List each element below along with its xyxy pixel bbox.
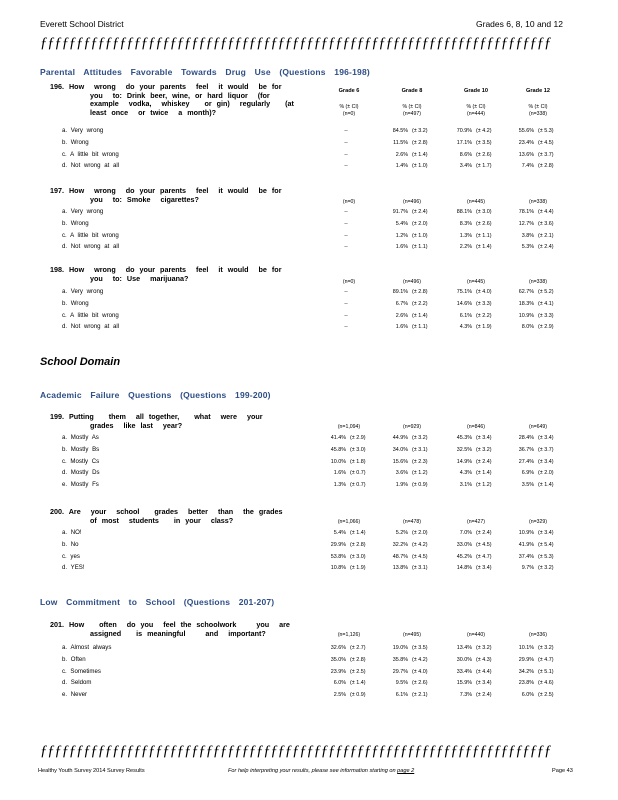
percent-value: 1.2% xyxy=(395,233,408,239)
footer-page-link[interactable]: page 2 xyxy=(397,768,415,774)
grade-header-6: Grade 6 xyxy=(338,88,360,94)
answer-option: b. Wrong xyxy=(62,220,89,227)
confidence-interval: (± 1.0) xyxy=(412,163,428,169)
percent-value: 13.8% xyxy=(392,565,408,571)
confidence-interval: (± 2.3) xyxy=(412,459,428,465)
question-text: 198. How wrong do your parents feel it would be for you to: Use marijuana? xyxy=(50,265,282,283)
percent-value: 9.7% xyxy=(521,565,534,571)
answer-option: d. Mostly Ds xyxy=(62,469,100,476)
confidence-interval: (± 2.4) xyxy=(476,459,492,465)
percent-value: 10.0% xyxy=(330,459,346,465)
footer-help-sentence: For help interpreting your results, please see information starting on xyxy=(228,768,396,774)
answer-option: c. A little bit wrong xyxy=(62,312,119,319)
grade-header-10: Grade 10 xyxy=(464,88,488,94)
confidence-interval: (± 4.6) xyxy=(538,680,554,686)
percent-value: 5.2% xyxy=(395,530,408,536)
percent-value: 3.8% xyxy=(521,233,534,239)
percent-value: 34.0% xyxy=(392,447,408,453)
percent-value: 48.7% xyxy=(392,554,408,560)
confidence-interval: (± 2.0) xyxy=(538,470,554,476)
confidence-interval: (± 1.2) xyxy=(412,470,428,476)
district-name: Everett School District xyxy=(40,19,124,29)
answer-option: e. Mostly Fs xyxy=(62,481,99,488)
percent-value: 7.0% xyxy=(459,530,472,536)
footer-page-number: Page 43 xyxy=(552,768,573,774)
confidence-interval: (± 3.2) xyxy=(476,447,492,453)
percent-value: 45.2% xyxy=(456,554,472,560)
answer-option: b. Mostly Bs xyxy=(62,446,100,453)
grade-header-8: Grade 8 xyxy=(401,88,423,94)
sample-size: (n=336) xyxy=(528,632,548,638)
percent-value: 19.0% xyxy=(392,645,408,651)
percent-value: 29.9% xyxy=(518,657,534,663)
sample-size: (n=427) xyxy=(466,519,486,525)
percent-value: 5.3% xyxy=(521,244,534,250)
percent-value: -- xyxy=(344,140,348,146)
confidence-interval: (± 5.4) xyxy=(538,542,554,548)
confidence-interval: (± 3.2) xyxy=(412,435,428,441)
percent-value: 10.9% xyxy=(518,530,534,536)
section-parental-attitudes: Parental Attitudes Favorable Towards Drug Use (Questions 196-198) xyxy=(40,67,370,77)
confidence-interval: (± 1.4) xyxy=(350,680,366,686)
answer-option: b. Often xyxy=(62,656,86,663)
percent-value: 1.4% xyxy=(395,163,408,169)
confidence-interval: (± 4.2) xyxy=(476,128,492,134)
percent-value: 8.6% xyxy=(459,152,472,158)
percent-value: 32.2% xyxy=(392,542,408,548)
grade-header-12: Grade 12 xyxy=(526,88,550,94)
percent-value: 35.0% xyxy=(330,657,346,663)
percent-value: 44.9% xyxy=(392,435,408,441)
confidence-interval: (± 1.1) xyxy=(412,244,428,250)
footer-survey-title: Healthy Youth Survey 2014 Survey Results xyxy=(38,768,145,774)
question-text: 200. Are your school grades better than the grades of most students in your class? xyxy=(50,507,283,525)
confidence-interval: (± 2.5) xyxy=(350,669,366,675)
confidence-interval: (± 1.4) xyxy=(476,470,492,476)
confidence-interval: (± 1.4) xyxy=(476,244,492,250)
sample-size: (n=329) xyxy=(528,519,548,525)
percent-value: 55.6% xyxy=(518,128,534,134)
answer-option: b. No xyxy=(62,541,79,548)
confidence-interval: (± 1.1) xyxy=(412,324,428,330)
percent-value: 6.0% xyxy=(333,680,346,686)
percent-value: 8.3% xyxy=(459,221,472,227)
percent-value: 15.6% xyxy=(392,459,408,465)
confidence-interval: (± 5.3) xyxy=(538,128,554,134)
confidence-interval: (± 1.4) xyxy=(350,530,366,536)
percent-value: 23.8% xyxy=(518,680,534,686)
percent-value: 45.3% xyxy=(456,435,472,441)
confidence-interval: (± 1.4) xyxy=(412,313,428,319)
confidence-interval: (± 3.7) xyxy=(538,447,554,453)
confidence-interval: (± 2.6) xyxy=(476,221,492,227)
confidence-interval: (± 4.3) xyxy=(476,657,492,663)
percent-value: 35.8% xyxy=(392,657,408,663)
percent-value: 10.8% xyxy=(330,565,346,571)
question-text: 201. How often do you feel the schoolwork you are assigned is meaningful and important? xyxy=(50,620,290,638)
percent-value: 32.5% xyxy=(456,447,472,453)
percent-value: -- xyxy=(344,324,348,330)
percent-value: 13.6% xyxy=(518,152,534,158)
answer-option: d. Not wrong at all xyxy=(62,162,120,169)
answer-option: c. Mostly Cs xyxy=(62,458,100,465)
percent-value: 6.1% xyxy=(459,313,472,319)
percent-value: -- xyxy=(344,163,348,169)
confidence-interval: (± 2.8) xyxy=(538,163,554,169)
confidence-interval: (± 4.4) xyxy=(476,669,492,675)
section-academic-failure: Academic Failure Questions (Questions 199-200) xyxy=(40,390,271,400)
percent-value: 41.9% xyxy=(518,542,534,548)
answer-option: d. Not wrong at all xyxy=(62,323,120,330)
confidence-interval: (± 4.7) xyxy=(538,657,554,663)
confidence-interval: (± 3.4) xyxy=(476,680,492,686)
confidence-interval: (± 5.3) xyxy=(538,554,554,560)
percent-value: 4.3% xyxy=(459,470,472,476)
confidence-interval: (± 2.6) xyxy=(476,152,492,158)
question-text: 199. Putting them all together, what were your grades like last year? xyxy=(50,412,263,430)
confidence-interval: (± 1.9) xyxy=(476,324,492,330)
percent-value: 9.5% xyxy=(395,680,408,686)
confidence-interval: (± 1.4) xyxy=(412,152,428,158)
percent-value: 1.6% xyxy=(333,470,346,476)
percent-value: 10.1% xyxy=(518,645,534,651)
percent-value: 2.6% xyxy=(395,313,408,319)
percent-value: 18.3% xyxy=(518,301,534,307)
percent-value: 88.1% xyxy=(456,209,472,215)
sample-size: (n=649) xyxy=(528,424,548,430)
confidence-interval: (± 2.9) xyxy=(538,324,554,330)
percent-value: 23.9% xyxy=(330,669,346,675)
confidence-interval: (± 4.2) xyxy=(412,657,428,663)
confidence-interval: (± 2.2) xyxy=(412,301,428,307)
percent-value: 17.1% xyxy=(456,140,472,146)
percent-value: 15.9% xyxy=(456,680,472,686)
confidence-interval: (± 2.8) xyxy=(350,542,366,548)
confidence-interval: (± 1.4) xyxy=(538,482,554,488)
confidence-interval: (± 4.5) xyxy=(538,140,554,146)
percent-value: 1.6% xyxy=(395,324,408,330)
percent-value: 41.4% xyxy=(330,435,346,441)
confidence-interval: (± 0.7) xyxy=(350,470,366,476)
section-school-domain: School Domain xyxy=(40,356,121,368)
percent-value: -- xyxy=(344,244,348,250)
percent-value: 45.8% xyxy=(330,447,346,453)
confidence-interval: (± 2.4) xyxy=(476,530,492,536)
percent-value: -- xyxy=(344,152,348,158)
sample-size: (n=0) xyxy=(342,111,356,117)
percent-value: 30.0% xyxy=(456,657,472,663)
percent-value: 2.5% xyxy=(333,692,346,698)
percent-value: 13.4% xyxy=(456,645,472,651)
percent-value: 6.0% xyxy=(521,692,534,698)
confidence-interval: (± 1.7) xyxy=(476,163,492,169)
sample-size: (n=445) xyxy=(466,199,486,205)
percent-value: 33.0% xyxy=(456,542,472,548)
answer-option: b. Wrong xyxy=(62,139,89,146)
confidence-interval: (± 3.5) xyxy=(476,140,492,146)
percent-value: 33.4% xyxy=(456,669,472,675)
percent-value: 1.3% xyxy=(459,233,472,239)
confidence-interval: (± 2.5) xyxy=(538,692,554,698)
percent-value: -- xyxy=(344,209,348,215)
question-text: 197. How wrong do your parents feel it would be for you to: Smoke cigarettes? xyxy=(50,186,282,204)
confidence-interval: (± 2.6) xyxy=(412,680,428,686)
percent-value: 14.8% xyxy=(456,565,472,571)
percent-value: 3.5% xyxy=(521,482,534,488)
confidence-interval: (± 2.2) xyxy=(476,313,492,319)
percent-value: 75.1% xyxy=(456,289,472,295)
sample-size: (n=495) xyxy=(402,632,422,638)
section-low-commitment: Low Commitment to School (Questions 201-207) xyxy=(40,597,275,607)
confidence-interval: (± 2.0) xyxy=(412,530,428,536)
sample-size: (n=338) xyxy=(528,199,548,205)
confidence-interval: (± 3.4) xyxy=(476,565,492,571)
confidence-interval: (± 3.3) xyxy=(476,301,492,307)
percent-value: 6.7% xyxy=(395,301,408,307)
ci-label-6: % (± CI) xyxy=(339,104,359,110)
percent-value: -- xyxy=(344,233,348,239)
answer-option: a. Almost always xyxy=(62,644,112,651)
percent-value: -- xyxy=(344,313,348,319)
percent-value: 8.0% xyxy=(521,324,534,330)
answer-option: d. Seldom xyxy=(62,679,92,686)
percent-value: 11.5% xyxy=(393,140,408,146)
sample-size: (n=445) xyxy=(466,279,486,285)
confidence-interval: (± 3.4) xyxy=(538,459,554,465)
percent-value: -- xyxy=(344,221,348,227)
percent-value: 91.7% xyxy=(392,209,408,215)
percent-value: 6.1% xyxy=(395,692,408,698)
answer-option: c. A little bit wrong xyxy=(62,151,119,158)
confidence-interval: (± 2.1) xyxy=(412,692,428,698)
answer-option: a. Mostly As xyxy=(62,434,99,441)
sample-size: (n=496) xyxy=(402,199,422,205)
percent-value: -- xyxy=(344,289,348,295)
sample-size: (n=929) xyxy=(402,424,422,430)
sample-size: (n=444) xyxy=(466,111,486,117)
answer-option: c. A little bit wrong xyxy=(62,232,119,239)
confidence-interval: (± 2.1) xyxy=(538,233,554,239)
decorative-divider-top: ƒƒƒƒƒƒƒƒƒƒƒƒƒƒƒƒƒƒƒƒƒƒƒƒƒƒƒƒƒƒƒƒƒƒƒƒƒƒƒƒƒƒƒƒƒƒƒƒƒƒƒƒƒƒƒƒƒƒƒƒƒƒƒƒƒƒƒƒƒƒƒ xyxy=(40,35,552,51)
ci-label-8: % (± CI) xyxy=(402,104,422,110)
footer-help-text xyxy=(228,768,414,774)
percent-value: 27.4% xyxy=(518,459,534,465)
sample-size: (n=440) xyxy=(466,632,486,638)
percent-value: 32.6% xyxy=(330,645,346,651)
confidence-interval: (± 0.7) xyxy=(350,482,366,488)
confidence-interval: (± 3.2) xyxy=(476,645,492,651)
confidence-interval: (± 1.9) xyxy=(350,565,366,571)
percent-value: 28.4% xyxy=(518,435,534,441)
percent-value: 2.6% xyxy=(395,152,408,158)
confidence-interval: (± 4.7) xyxy=(476,554,492,560)
percent-value: 7.4% xyxy=(521,163,534,169)
answer-option: a. Very wrong xyxy=(62,208,104,215)
confidence-interval: (± 2.4) xyxy=(412,209,428,215)
confidence-interval: (± 4.5) xyxy=(476,542,492,548)
confidence-interval: (± 2.9) xyxy=(350,435,366,441)
percent-value: 1.6% xyxy=(395,244,408,250)
answer-option: e. Never xyxy=(62,691,88,698)
confidence-interval: (± 4.0) xyxy=(412,669,428,675)
confidence-interval: (± 2.0) xyxy=(412,221,428,227)
percent-value: 12.7% xyxy=(518,221,534,227)
confidence-interval: (± 3.2) xyxy=(412,128,428,134)
percent-value: 89.1% xyxy=(392,289,408,295)
percent-value: 7.3% xyxy=(459,692,472,698)
percent-value: 53.8% xyxy=(330,554,346,560)
confidence-interval: (± 3.5) xyxy=(412,645,428,651)
sample-size: (n=496) xyxy=(402,279,422,285)
percent-value: 1.9% xyxy=(395,482,408,488)
sample-size: (n=338) xyxy=(528,279,548,285)
percent-value: 5.4% xyxy=(395,221,408,227)
confidence-interval: (± 3.2) xyxy=(538,565,554,571)
confidence-interval: (± 2.8) xyxy=(350,657,366,663)
confidence-interval: (± 0.9) xyxy=(350,692,366,698)
confidence-interval: (± 2.8) xyxy=(412,140,428,146)
confidence-interval: (± 1.0) xyxy=(412,233,428,239)
percent-value: 34.2% xyxy=(518,669,534,675)
percent-value: -- xyxy=(344,128,348,134)
percent-value: 3.1% xyxy=(459,482,472,488)
grades-label: Grades 6, 8, 10 and 12 xyxy=(476,19,563,29)
confidence-interval: (± 3.1) xyxy=(412,565,428,571)
percent-value: 6.9% xyxy=(521,470,534,476)
sample-size: (n=1,066) xyxy=(337,519,361,525)
percent-value: 5.4% xyxy=(333,530,346,536)
percent-value: 3.4% xyxy=(459,163,472,169)
answer-option: a. Very wrong xyxy=(62,288,104,295)
confidence-interval: (± 3.4) xyxy=(476,435,492,441)
answer-option: a. NO! xyxy=(62,529,82,536)
percent-value: 84.5% xyxy=(392,128,408,134)
confidence-interval: (± 3.0) xyxy=(350,554,366,560)
confidence-interval: (± 4.5) xyxy=(412,554,428,560)
sample-size: (n=497) xyxy=(402,111,422,117)
answer-option: c. yes xyxy=(62,553,80,560)
confidence-interval: (± 1.1) xyxy=(476,233,492,239)
percent-value: 14.9% xyxy=(456,459,472,465)
sample-size: (n=846) xyxy=(466,424,486,430)
confidence-interval: (± 2.7) xyxy=(350,645,366,651)
sample-size: (n=1,094) xyxy=(337,424,361,430)
sample-size: (n=1,126) xyxy=(337,632,361,638)
sample-size: (n=338) xyxy=(528,111,548,117)
confidence-interval: (± 4.1) xyxy=(538,301,554,307)
answer-option: c. Sometimes xyxy=(62,668,101,675)
confidence-interval: (± 2.8) xyxy=(412,289,428,295)
percent-value: 1.3% xyxy=(333,482,346,488)
confidence-interval: (± 3.4) xyxy=(538,435,554,441)
answer-option: d. YES! xyxy=(62,564,85,571)
confidence-interval: (± 4.4) xyxy=(538,209,554,215)
sample-size: (n=478) xyxy=(402,519,422,525)
confidence-interval: (± 3.0) xyxy=(476,209,492,215)
ci-label-10: % (± CI) xyxy=(466,104,486,110)
sample-size: (n=0) xyxy=(342,199,356,205)
percent-value: 29.9% xyxy=(330,542,346,548)
confidence-interval: (± 3.3) xyxy=(538,313,554,319)
percent-value: 36.7% xyxy=(518,447,534,453)
answer-option: a. Very wrong xyxy=(62,127,104,134)
percent-value: 2.2% xyxy=(459,244,472,250)
answer-option: b. Wrong xyxy=(62,300,89,307)
confidence-interval: (± 2.4) xyxy=(538,244,554,250)
confidence-interval: (± 1.8) xyxy=(350,459,366,465)
percent-value: 37.4% xyxy=(518,554,534,560)
percent-value: 14.6% xyxy=(456,301,472,307)
confidence-interval: (± 2.4) xyxy=(476,692,492,698)
confidence-interval: (± 3.4) xyxy=(538,530,554,536)
percent-value: 23.4% xyxy=(518,140,534,146)
sample-size: (n=0) xyxy=(342,279,356,285)
percent-value: 62.7% xyxy=(518,289,534,295)
confidence-interval: (± 4.0) xyxy=(476,289,492,295)
confidence-interval: (± 3.7) xyxy=(538,152,554,158)
confidence-interval: (± 3.2) xyxy=(538,645,554,651)
percent-value: 3.6% xyxy=(395,470,408,476)
percent-value: 29.7% xyxy=(392,669,408,675)
percent-value: 78.1% xyxy=(518,209,534,215)
confidence-interval: (± 0.9) xyxy=(412,482,428,488)
confidence-interval: (± 4.2) xyxy=(412,542,428,548)
percent-value: -- xyxy=(344,301,348,307)
decorative-divider-bottom: ƒƒƒƒƒƒƒƒƒƒƒƒƒƒƒƒƒƒƒƒƒƒƒƒƒƒƒƒƒƒƒƒƒƒƒƒƒƒƒƒƒƒƒƒƒƒƒƒƒƒƒƒƒƒƒƒƒƒƒƒƒƒƒƒƒƒƒƒƒƒƒ xyxy=(40,743,552,759)
confidence-interval: (± 3.6) xyxy=(538,221,554,227)
confidence-interval: (± 1.2) xyxy=(476,482,492,488)
confidence-interval: (± 5.2) xyxy=(538,289,554,295)
confidence-interval: (± 3.0) xyxy=(350,447,366,453)
ci-label-12: % (± CI) xyxy=(528,104,548,110)
confidence-interval: (± 5.1) xyxy=(538,669,554,675)
percent-value: 4.3% xyxy=(459,324,472,330)
question-text: 196. How wrong do your parents feel it would be for you to: Drink beer, wine, or hard liquor (for example vodka, whiskey or gin) regularly (at least once or twice a month)? xyxy=(50,82,294,118)
confidence-interval: (± 3.1) xyxy=(412,447,428,453)
percent-value: 10.9% xyxy=(518,313,534,319)
percent-value: 70.9% xyxy=(456,128,472,134)
answer-option: d. Not wrong at all xyxy=(62,243,120,250)
